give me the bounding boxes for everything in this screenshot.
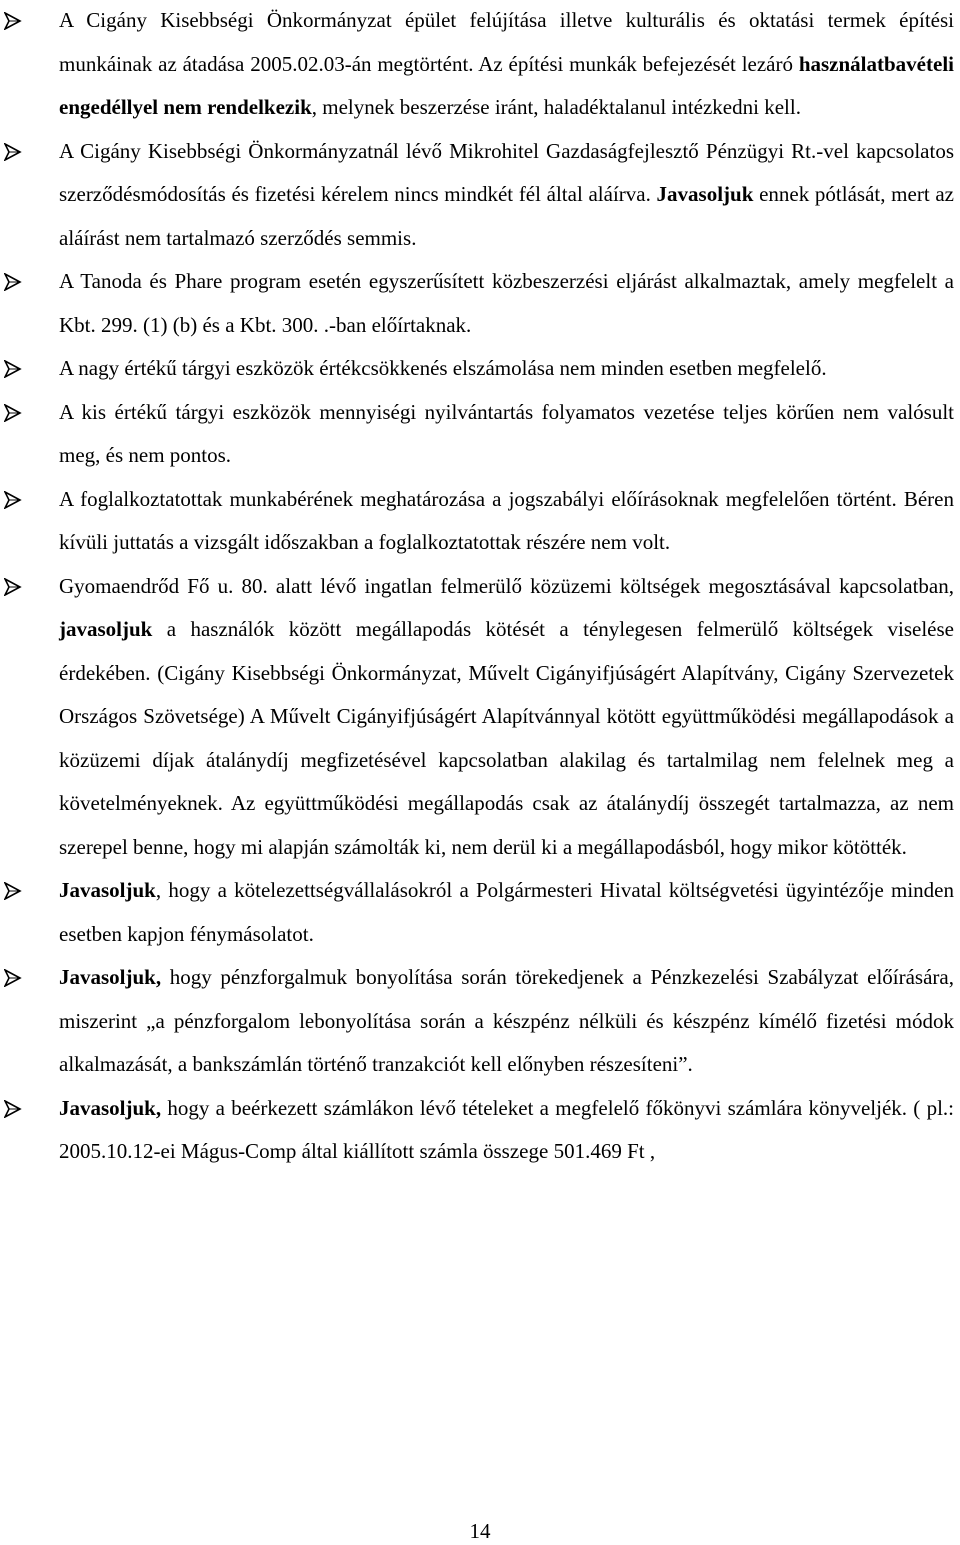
list-item <box>0 391 960 478</box>
arrowhead-bullet-icon <box>4 404 22 422</box>
list-item-text <box>59 356 827 380</box>
list-item <box>0 565 960 870</box>
arrowhead-bullet-icon <box>4 360 22 378</box>
arrowhead-bullet-icon <box>4 143 22 161</box>
text-segment: A Tanoda és Phare program esetén egyszerűsített közbeszerzési eljárást alkalmaztak, amely megfelelt a Kbt. 299. (1) (b) és a Kbt. 300. .-ban előírtaknak. <box>59 269 954 337</box>
page-number: 14 <box>469 1519 491 1543</box>
arrowhead-bullet-icon <box>4 882 22 900</box>
arrowhead-bullet-icon <box>4 12 22 30</box>
arrowhead-bullet-icon <box>4 1100 22 1118</box>
text-segment: A kis értékű tárgyi eszközök mennyiségi nyilvántartás folyamatos vezetése teljes körűen nem valósult meg, és nem pontos. <box>59 399 954 467</box>
text-segment: A foglalkoztatottak munkabérének meghatározása a jogszabályi előírásoknak megfelelően történt. Béren kívüli juttatás a vizsgált időszakban a foglalkoztatottak részére nem volt. <box>59 486 954 554</box>
list-item <box>0 956 960 1087</box>
list-item-text <box>59 487 954 555</box>
text-segment: , hogy a kötelezettségvállalásokról a Polgármesteri Hivatal költségvetési ügyintézője minden esetben kapjon fénymásolatot. <box>59 878 954 946</box>
bold-text: Javasoljuk <box>59 878 156 902</box>
list-item-text <box>59 965 954 1076</box>
list-item-text <box>59 878 954 946</box>
text-segment: , melynek beszerzése iránt, haladéktalanul intézkedni kell. <box>311 95 801 119</box>
text-segment: A Cigány Kisebbségi Önkormányzatnál lévő Mikrohitel Gazdaságfejlesztő Pénzügyi Rt.-vel kapcsolatos szerződésmódosítás és fizetési kérelem nincs mindkét fél által aláírva. <box>59 138 954 206</box>
bold-text: Javasoljuk, <box>59 1095 162 1120</box>
list-item <box>0 869 960 956</box>
list-item <box>0 478 960 565</box>
list-item-text <box>59 574 954 859</box>
list-item-text <box>59 269 954 337</box>
text-segment: hogy a beérkezett számlákon lévő tételeket a megfelelő főkönyvi számlára könyveljék. ( pl.: 2005.10.12-ei Mágus-Comp által kiállított számla összege 501.469 Ft , <box>59 1095 954 1163</box>
text-segment: Gyomaendrőd Fő u. 80. alatt lévő ingatlan felmerülő közüzemi költségek megosztásával kapcsolatban, <box>59 573 954 598</box>
list-item <box>0 1087 960 1174</box>
arrowhead-bullet-icon <box>4 273 22 291</box>
list-item <box>0 260 960 347</box>
arrowhead-bullet-icon <box>4 578 22 596</box>
bold-text: használatbavételi engedéllyel nem rendelkezik <box>59 51 954 119</box>
text-segment: A Cigány Kisebbségi Önkormányzat épület felújítása illetve kulturális és oktatási termek építési munkáinak az átadása 2005.02.03-án megtörtént. Az építési munkák befejezését lezáró <box>59 8 954 76</box>
text-segment: a használók között megállapodás kötését a ténylegesen felmerülő költségek viselése érdekében. (Cigány Kisebbségi Önkormányzat, Művelt Cigányifjúságért Alapítvány, Cigány Szervezetek Országos Szövetsége) A Művelt Cigányifjúságért Alapítvánnyal kötött együttműködési megállapodások a közüzemi díjak átalánydíj megfizetésével kapcsolatban alakilag és tartalmilag nem felelnek meg a követelményeknek. Az együttműködési megállapodás csak az átalánydíj összegét tartalmazza, az nem szerepel benne, hogy mi alapján számolták ki, nem derül ki a megállapodásból, hogy mikor kötötték. <box>59 617 954 859</box>
list-item <box>0 347 960 391</box>
list-item <box>0 130 960 261</box>
text-segment: hogy pénzforgalmuk bonyolítása során törekedjenek a Pénzkezelési Szabályzat előírására, miszerint „a pénzforgalom lebonyolítása során a készpénz nélküli és készpénz kímélő fizetési módok alkalmazását, a bankszámlán történő tranzakciót kell előnyben részesíteni”. <box>59 965 954 1076</box>
text-segment: A nagy értékű tárgyi eszközök értékcsökkenés elszámolása nem minden esetben megfelelő. <box>59 356 827 380</box>
bold-text: Javasoljuk, <box>59 965 162 989</box>
text-segment: ennek pótlását, mert az aláírást nem tartalmazó szerződés semmis. <box>59 182 954 250</box>
arrowhead-bullet-icon <box>4 969 22 987</box>
bold-text: javasoljuk <box>59 617 153 641</box>
bold-text: Javasoljuk <box>656 182 754 206</box>
list-item-text <box>59 139 954 250</box>
list-item-text <box>59 1096 954 1164</box>
arrowhead-bullet-icon <box>4 491 22 509</box>
list-item-text <box>59 8 954 119</box>
list-item <box>0 0 960 130</box>
list-item-text <box>59 400 954 468</box>
